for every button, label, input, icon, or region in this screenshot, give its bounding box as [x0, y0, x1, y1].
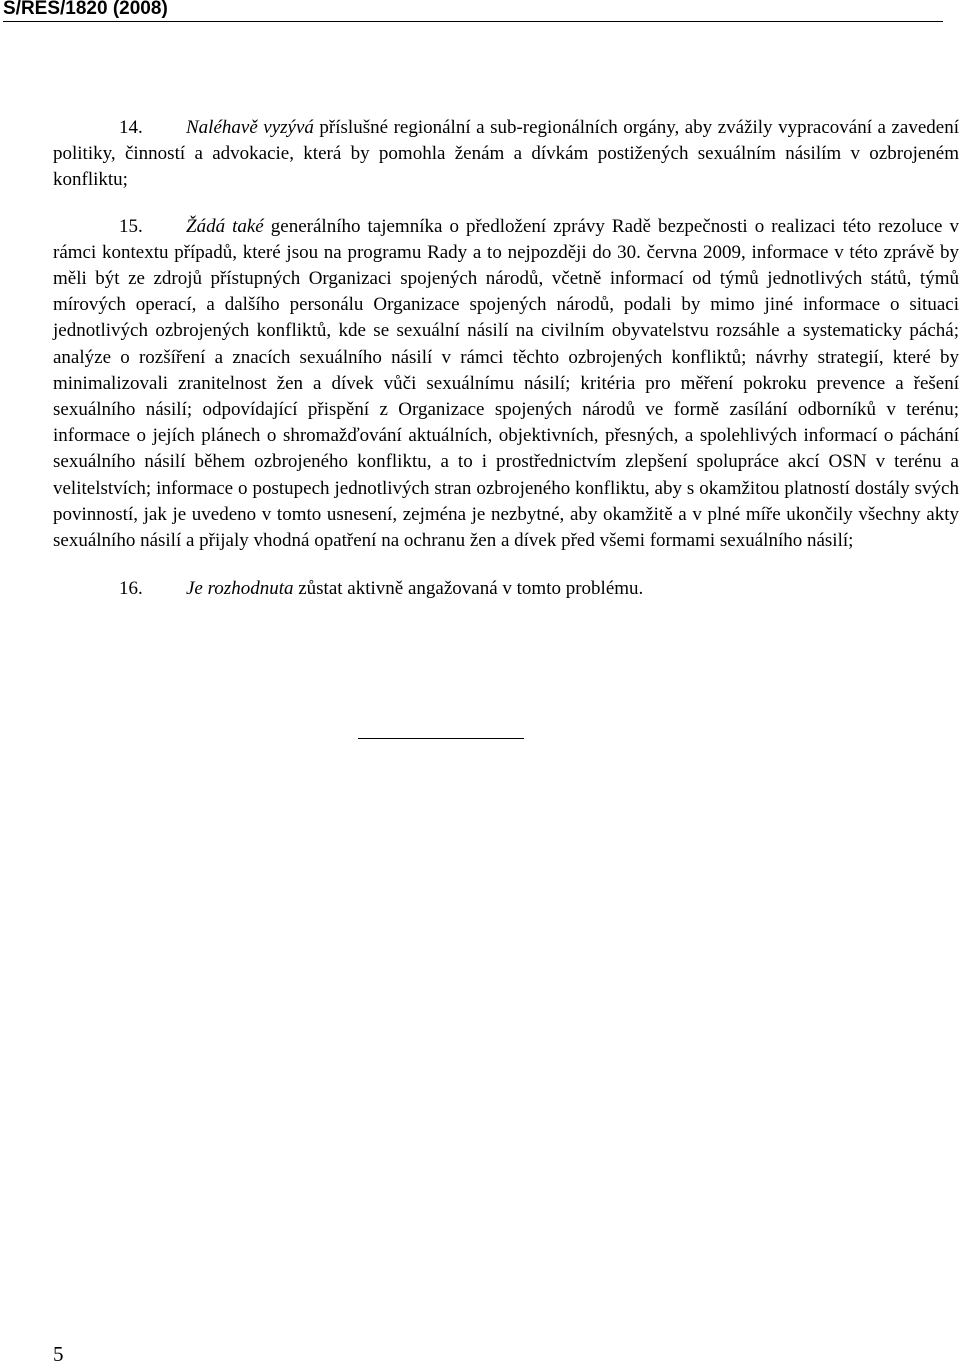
paragraph-lead: Je rozhodnuta — [186, 578, 294, 600]
paragraph-14 — [53, 115, 959, 194]
closing-rule — [358, 738, 524, 739]
paragraph-number: 15. — [119, 215, 143, 237]
paragraph-lead: Naléhavě vyzývá — [186, 117, 314, 138]
document-symbol: S/RES/1820 (2008) — [3, 0, 168, 19]
paragraph-text: příslušné regionální a sub-regionálních orgány, aby zvážily vypracování a zavedení politiky, činností a advokacie, která by pomohla ženám a dívkám postižených sexuálním násilím v ozbrojeném konfliktu; — [53, 117, 959, 191]
paragraph-text: zůstat aktivně angažovaná v tomto problému. — [293, 578, 644, 600]
paragraph-number: 14. — [119, 117, 143, 138]
paragraph-text: generálního tajemníka o předložení zprávy Radě bezpečnosti o realizaci této rezoluce v rámci kontextu případů, které jsou na programu Rady a to nejpozději do 30. června 2009, informace v této zprávě by měli být ze zdrojů přístupných Organizaci spojených národů, včetně informací od týmů jednotlivých států, týmů mírových operací, a dalšího personálu Organizace spojených národů, podali by mimo jiné informace o situaci jednotlivých ozbrojených konfliktů, kde se sexuální násilí na civilním obyvatelstvu rozsáhle a systematicky páchá; analýze o rozšíření a znacích sexuálního násilí v rámci těchto ozbrojených konfliktů; návrhy strategií, které by minimalizovali zranitelnost žen a dívek vůči sexuálnímu násilí; kritéria pro měření pokroku prevence a řešení sexuálního násilí; odpovídající přispění z Organizace spojených národů ve formě zasílání odborníků v terénu; informace o jejích plánech o shromažďování aktuálních, objektivních, přesných, a spolehlivých informací o páchání sexuálního násilí během ozbrojeného konfliktu, a to i prostřednictvím zlepšení spolupráce akcí OSN v terénu a velitelstvích; informace o postupech jednotlivých stran ozbrojeného konfliktu, aby s okamžitou platností dostály svých povinností, jak je uvedeno v tomto usnesení, zejména je nezbytné, aby okamžitě a v plné míře ukončily všechny akty sexuálního násilí a přijaly vhodná opatření na ochranu žen a dívek před všemi formami sexuálního násilí; — [53, 215, 959, 552]
paragraph-number: 16. — [119, 578, 143, 600]
paragraph-16 — [53, 576, 959, 602]
document-body — [53, 115, 959, 624]
page-number: 5 — [53, 1342, 64, 1366]
paragraph-15 — [53, 214, 959, 555]
paragraph-lead: Žádá také — [186, 215, 264, 237]
header-rule — [3, 21, 943, 22]
page-header — [3, 0, 943, 20]
